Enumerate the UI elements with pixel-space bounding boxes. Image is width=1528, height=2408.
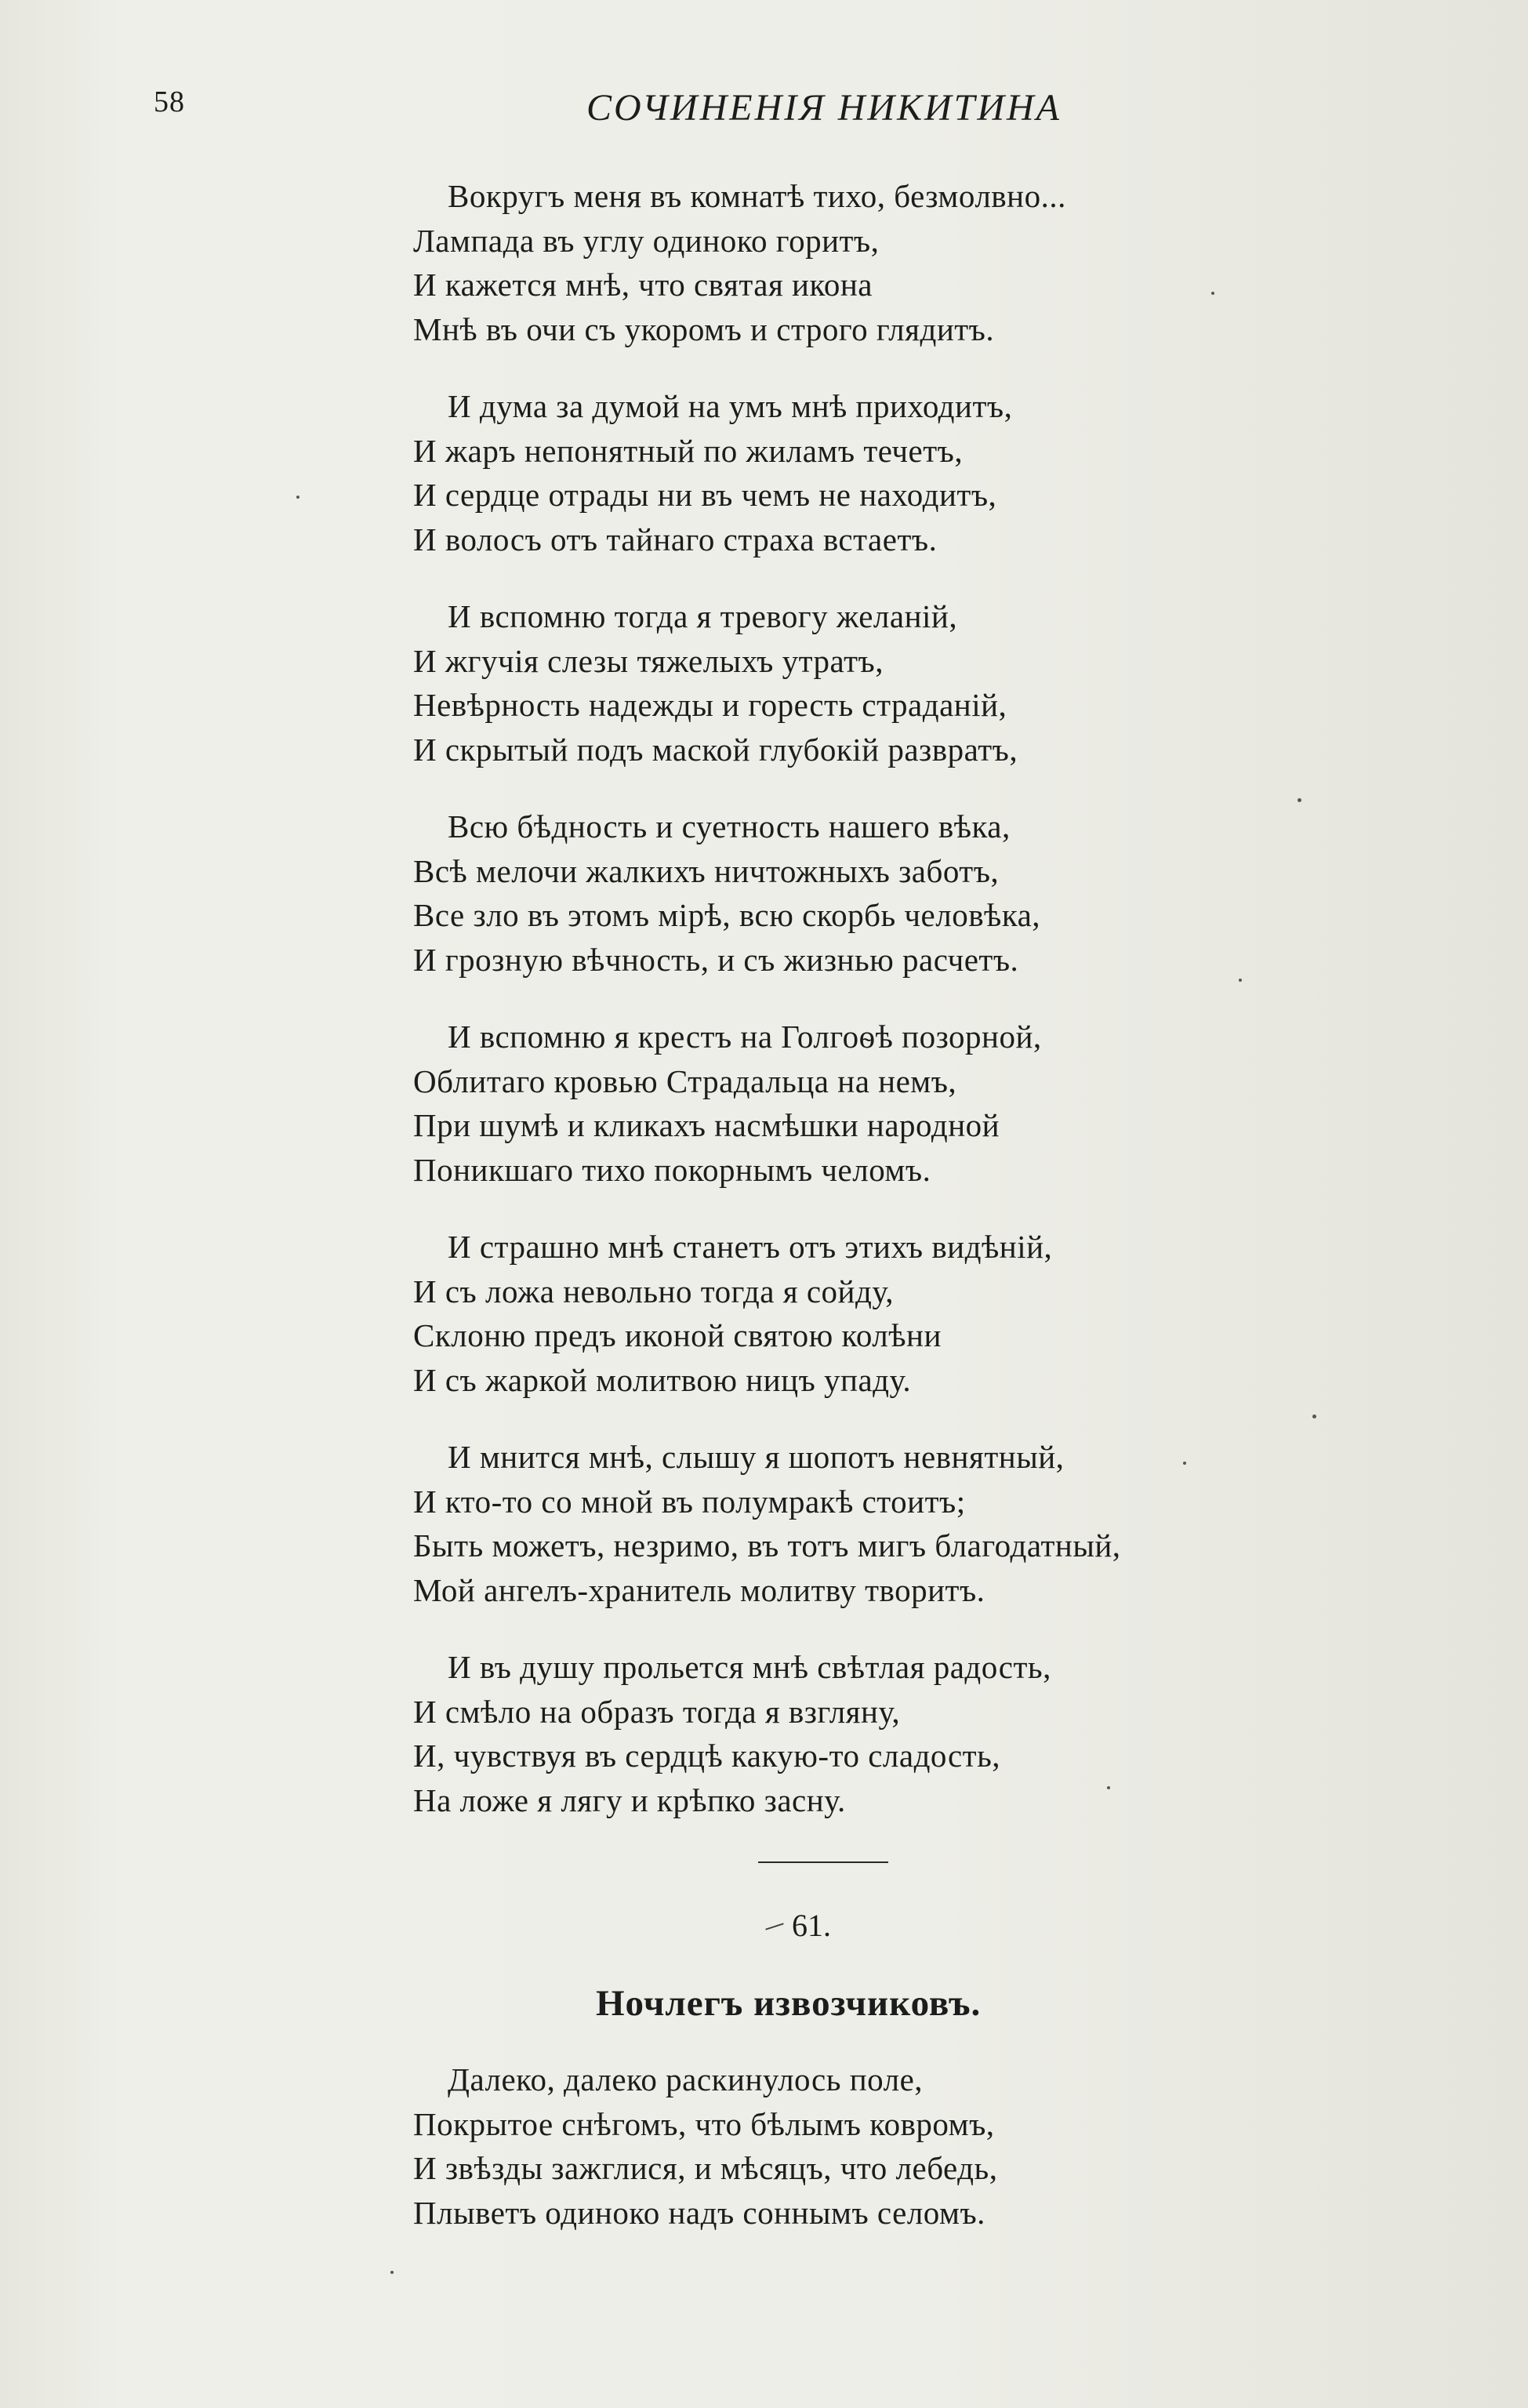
verse-line: Склоню предъ иконой святою колѣни [413,1317,942,1353]
poem-number-text: 61. [792,1908,831,1943]
verse-line: И страшно мнѣ станетъ отъ этихъ видѣній, [448,1229,1053,1265]
verse-line: Вокругъ меня въ комнатѣ тихо, безмолвно... [448,178,1066,214]
verse-line: Лампада въ углу одиноко горитъ, [413,222,880,259]
verse-line: И съ ложа невольно тогда я сойду, [413,1273,894,1309]
stanza [413,804,1260,982]
verse-line: И вспомню я крестъ на Голгоѳѣ позорной, [448,1019,1042,1055]
stanza [413,1645,1260,1822]
verse-line: И мнится мнѣ, слышу я шопотъ невнятный, [448,1439,1065,1475]
stanza [413,174,1260,351]
verse-line: И грозную вѣчность, и съ жизнью расчетъ. [413,941,1019,978]
paper-speck [1211,292,1214,295]
verse-line: И смѣло на образъ тогда я взгляну, [413,1693,901,1730]
paper-speck [1107,1786,1110,1789]
verse-line: И жаръ непонятный по жиламъ течетъ, [413,432,964,469]
verse-line: И кто-то со мной въ полумракѣ стоитъ; [413,1483,966,1520]
verse-line: Далеко, далеко раскинулось поле, [448,2061,924,2097]
verse-line: Все зло въ этомъ мірѣ, всю скорбь человѣка, [413,897,1041,933]
paper-speck [1239,979,1242,982]
verse-line: И съ жаркой молитвою ницъ упаду. [413,1361,912,1398]
verse-line: Плыветъ одиноко надъ соннымъ селомъ. [413,2194,985,2231]
stanza [413,1225,1260,1402]
verse-line: Облитаго кровью Страдальца на немъ, [413,1062,957,1099]
verse-line: И, чувствуя въ сердцѣ какую-то сладость, [413,1738,1001,1774]
paper-speck [1312,1415,1316,1418]
stanza [413,384,1260,561]
verse-line: И скрытый подъ маской глубокій развратъ, [413,731,1018,768]
verse-line: И сердце отрады ни въ чемъ не находитъ, [413,477,997,513]
verse-line: Покрытое снѣгомъ, что бѣлымъ ковромъ, [413,2105,995,2142]
verse-line: И жгучія слезы тяжелыхъ утратъ, [413,642,884,679]
verse-line: И вспомню тогда я тревогу желаній, [448,598,958,634]
verse-line: Поникшаго тихо покорнымъ челомъ. [413,1151,931,1188]
verse-line: Невѣрность надежды и горесть страданій, [413,687,1007,723]
section-divider [758,1861,888,1863]
verse-line: Мой ангелъ-хранитель молитву творитъ. [413,1571,985,1608]
page-number: 58 [154,85,185,118]
paper-speck [1298,798,1301,802]
verse-line: И волосъ отъ тайнаго страха встаетъ. [413,521,938,558]
running-title: СОЧИНЕНІЯ НИКИТИНА [586,87,1062,129]
verse-line: На ложе я лягу и крѣпко засну. [413,1781,846,1818]
stanza [413,594,1260,772]
verse-line: Мнѣ въ очи съ укоромъ и строго глядитъ. [413,311,995,347]
verse-line: И звѣзды зажглися, и мѣсяцъ, что лебедь, [413,2150,998,2186]
verse-line: Всю бѣдность и суетность нашего вѣка, [448,808,1011,844]
stanza [413,2058,1260,2235]
verse-line: Быть можетъ, незримо, въ тотъ мигъ благодатный, [413,1527,1121,1564]
stanza [413,1015,1260,1192]
pencil-mark [765,1923,783,1930]
poem-title: Ночлегъ извозчиковъ. [596,1983,982,2024]
verse-line: И въ душу прольется мнѣ свѣтлая радость, [448,1649,1051,1685]
verse-line: И дума за думой на умъ мнѣ приходитъ, [448,388,1013,424]
poem-60-body [413,174,1260,1822]
verse-line: При шумѣ и кликахъ насмѣшки народной [413,1107,1000,1143]
verse-line: Всѣ мелочи жалкихъ ничтожныхъ заботъ, [413,852,1000,889]
verse-line: И кажется мнѣ, что святая икона [413,267,873,303]
stanza [413,1435,1260,1612]
paper-speck [1183,1462,1186,1465]
poem-number [792,1907,831,1944]
poem-61-body [413,2058,1260,2235]
paper-speck [296,496,299,499]
paper-speck [390,2271,394,2274]
